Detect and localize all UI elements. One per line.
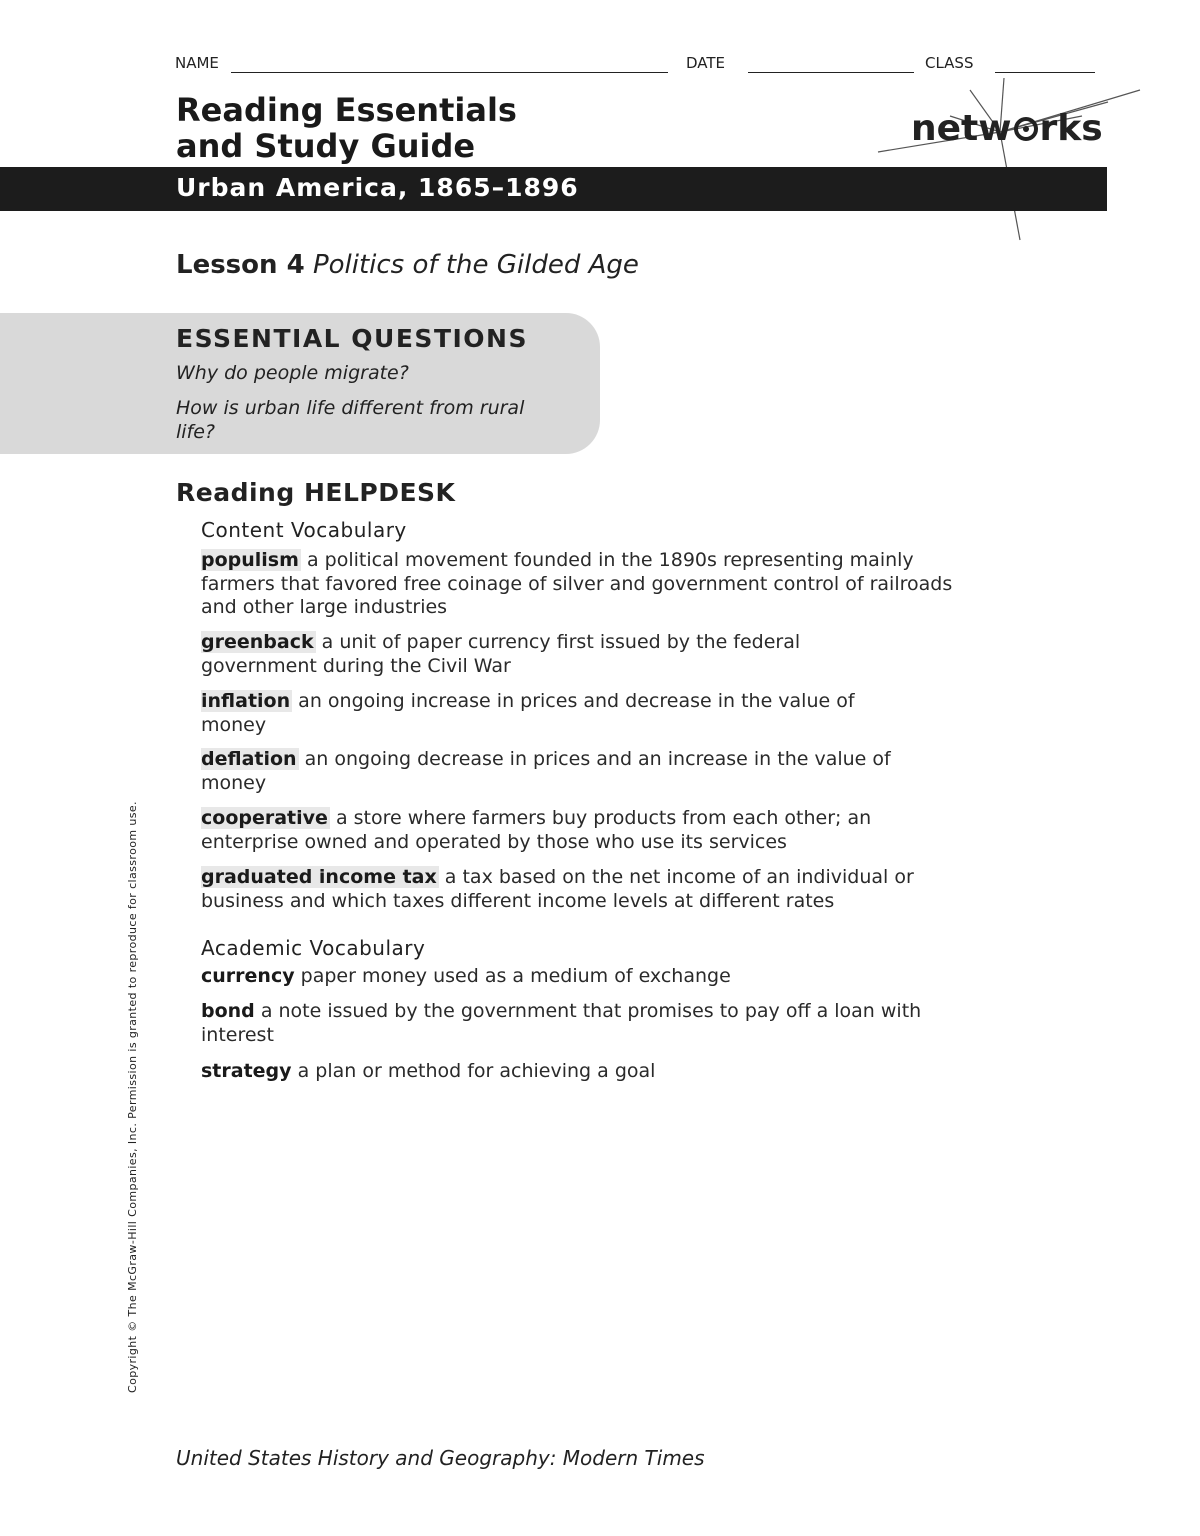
- content-vocabulary-heading: Content Vocabulary: [201, 518, 407, 542]
- date-label: DATE: [686, 54, 726, 72]
- document-title: [176, 92, 517, 164]
- vocab-term: greenback: [201, 631, 314, 653]
- academic-entry: [201, 1000, 931, 1047]
- networks-logo-rays-icon: [870, 76, 1150, 246]
- vocab-definition: a unit of paper currency first issued by the federal government during the Civil War: [201, 631, 801, 677]
- name-label: NAME: [175, 54, 219, 72]
- class-field[interactable]: [995, 71, 1095, 73]
- lesson-title: Politics of the Gilded Age: [312, 250, 639, 280]
- vocab-definition: a tax based on the net income of an individual or business and which taxes different income levels at different rates: [201, 866, 914, 912]
- vocab-term: inflation: [201, 690, 291, 712]
- academic-definition: a plan or method for achieving a goal: [297, 1060, 656, 1082]
- networks-logo: [911, 108, 1103, 149]
- lesson-heading: [176, 250, 639, 280]
- logo-text-part-1: netw: [911, 108, 1012, 149]
- essential-question: Why do people migrate?: [176, 362, 409, 384]
- logo-text-part-2: rks: [1039, 108, 1103, 149]
- academic-entry: [201, 965, 961, 989]
- academic-definition: paper money used as a medium of exchange: [300, 965, 731, 987]
- vocab-definition: a store where farmers buy products from each other; an enterprise owned and operated by those who use its services: [201, 807, 872, 853]
- vocab-entry: [201, 631, 861, 678]
- lesson-number: Lesson 4: [176, 250, 305, 280]
- unit-banner: [0, 167, 1107, 211]
- vocab-definition: a political movement founded in the 1890s representing mainly farmers that favored free coinage of silver and government control of railroads and other large industries: [201, 549, 953, 618]
- helpdesk-heading: Reading HELPDESK: [176, 478, 456, 507]
- academic-term: strategy: [201, 1060, 292, 1082]
- vocab-term: deflation: [201, 748, 297, 770]
- academic-definition: a note issued by the government that promises to pay off a loan with interest: [201, 1000, 922, 1046]
- essential-questions-heading: ESSENTIAL QUESTIONS: [176, 324, 528, 353]
- academic-vocabulary-heading: Academic Vocabulary: [201, 936, 426, 960]
- academic-term: currency: [201, 965, 295, 987]
- vocab-term: cooperative: [201, 807, 328, 829]
- essential-question: How is urban life different from rural life?: [176, 397, 525, 443]
- networks-logo-o-icon: [1013, 116, 1039, 142]
- title-line-1: Reading Essentials: [176, 91, 517, 129]
- copyright-notice: Copyright © The McGraw-Hill Companies, Inc. Permission is granted to reproduce for classroom use.: [126, 801, 139, 1393]
- unit-title: Urban America, 1865–1896: [176, 173, 579, 202]
- class-label: CLASS: [925, 54, 974, 72]
- name-field[interactable]: [231, 71, 668, 73]
- vocab-entry: [201, 549, 961, 620]
- title-line-2: and Study Guide: [176, 127, 476, 165]
- academic-term: bond: [201, 1000, 255, 1022]
- academic-entry: [201, 1060, 961, 1084]
- date-field[interactable]: [748, 71, 914, 73]
- footer-book-title: United States History and Geography: Modern Times: [176, 1446, 705, 1470]
- vocab-term: populism: [201, 549, 299, 571]
- vocab-term: graduated income tax: [201, 866, 437, 888]
- vocab-entry: [201, 748, 941, 795]
- vocab-entry: [201, 807, 921, 854]
- vocab-entry: [201, 866, 961, 913]
- vocab-definition: an ongoing increase in prices and decrease in the value of money: [201, 690, 855, 736]
- vocab-definition: an ongoing decrease in prices and an increase in the value of money: [201, 748, 891, 794]
- vocab-entry: [201, 690, 901, 737]
